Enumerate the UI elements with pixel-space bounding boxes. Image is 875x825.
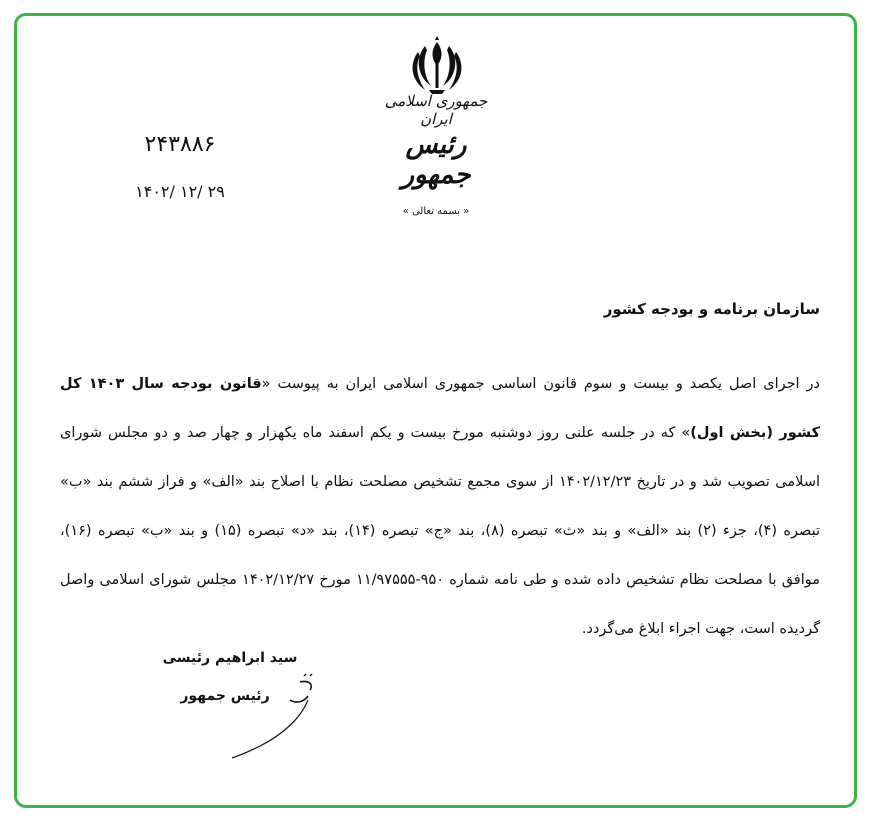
handwritten-signature [230, 660, 340, 760]
body-part-1: در اجرای اصل یکصد و بیست و سوم قانون اساسی جمهوری اسلامی ایران به پیوست « [261, 376, 820, 392]
signatory-title: رئیس جمهور [180, 688, 270, 704]
reference-number: ۲۴۳۸۸۶ [144, 132, 216, 157]
letter-body [60, 360, 820, 654]
body-part-2: » که در جلسه علنی روز دوشنبه مورخ بیست و یکم اسفند ماه یکهزار و چهار صد و دو مجلس شورای اسلامی تصویب شد و در تاریخ ۱۴۰۲/۱۲/۲۳ از سوی مجمع تشخیص مصلحت نظام با اصلاح بند «الف» و فراز ششم بند «ب» تبصره (۴)، جزء (۲) بند «الف» و بند «ث» تبصره (۸)، بند «ج» تبصره (۱۴)، بند «د» تبصره (۱۵) و بند «ب» تبصره (۱۶)، موافق با مصلحت نظام تشخیص داده شده و طی نامه شماره ۹۵۰-۱۱/۹۷۵۵۵ مورخ ۱۴۰۲/۱۲/۲۷ مجلس شورای اسلامی واصل گردیده است، جهت اجراء ابلاغ می‌گردد. [60, 425, 820, 637]
org-title: رئیس جمهور [401, 130, 471, 190]
reference-date: ۱۴۰۲/ ۱۲/ ۲۹ [135, 182, 225, 201]
signatory-name: سید ابراهیم رئیسی [162, 650, 298, 666]
iran-national-emblem-icon [405, 36, 469, 96]
bism-header: « بسمه تعالی » [402, 206, 470, 217]
org-name: جمهوری اسلامی ایران [384, 92, 488, 128]
recipient: سازمان برنامه و بودجه کشور [603, 300, 820, 318]
law-title: قانون بودجه سال ۱۴۰۳ کل کشور (بخش اول) [60, 376, 821, 441]
